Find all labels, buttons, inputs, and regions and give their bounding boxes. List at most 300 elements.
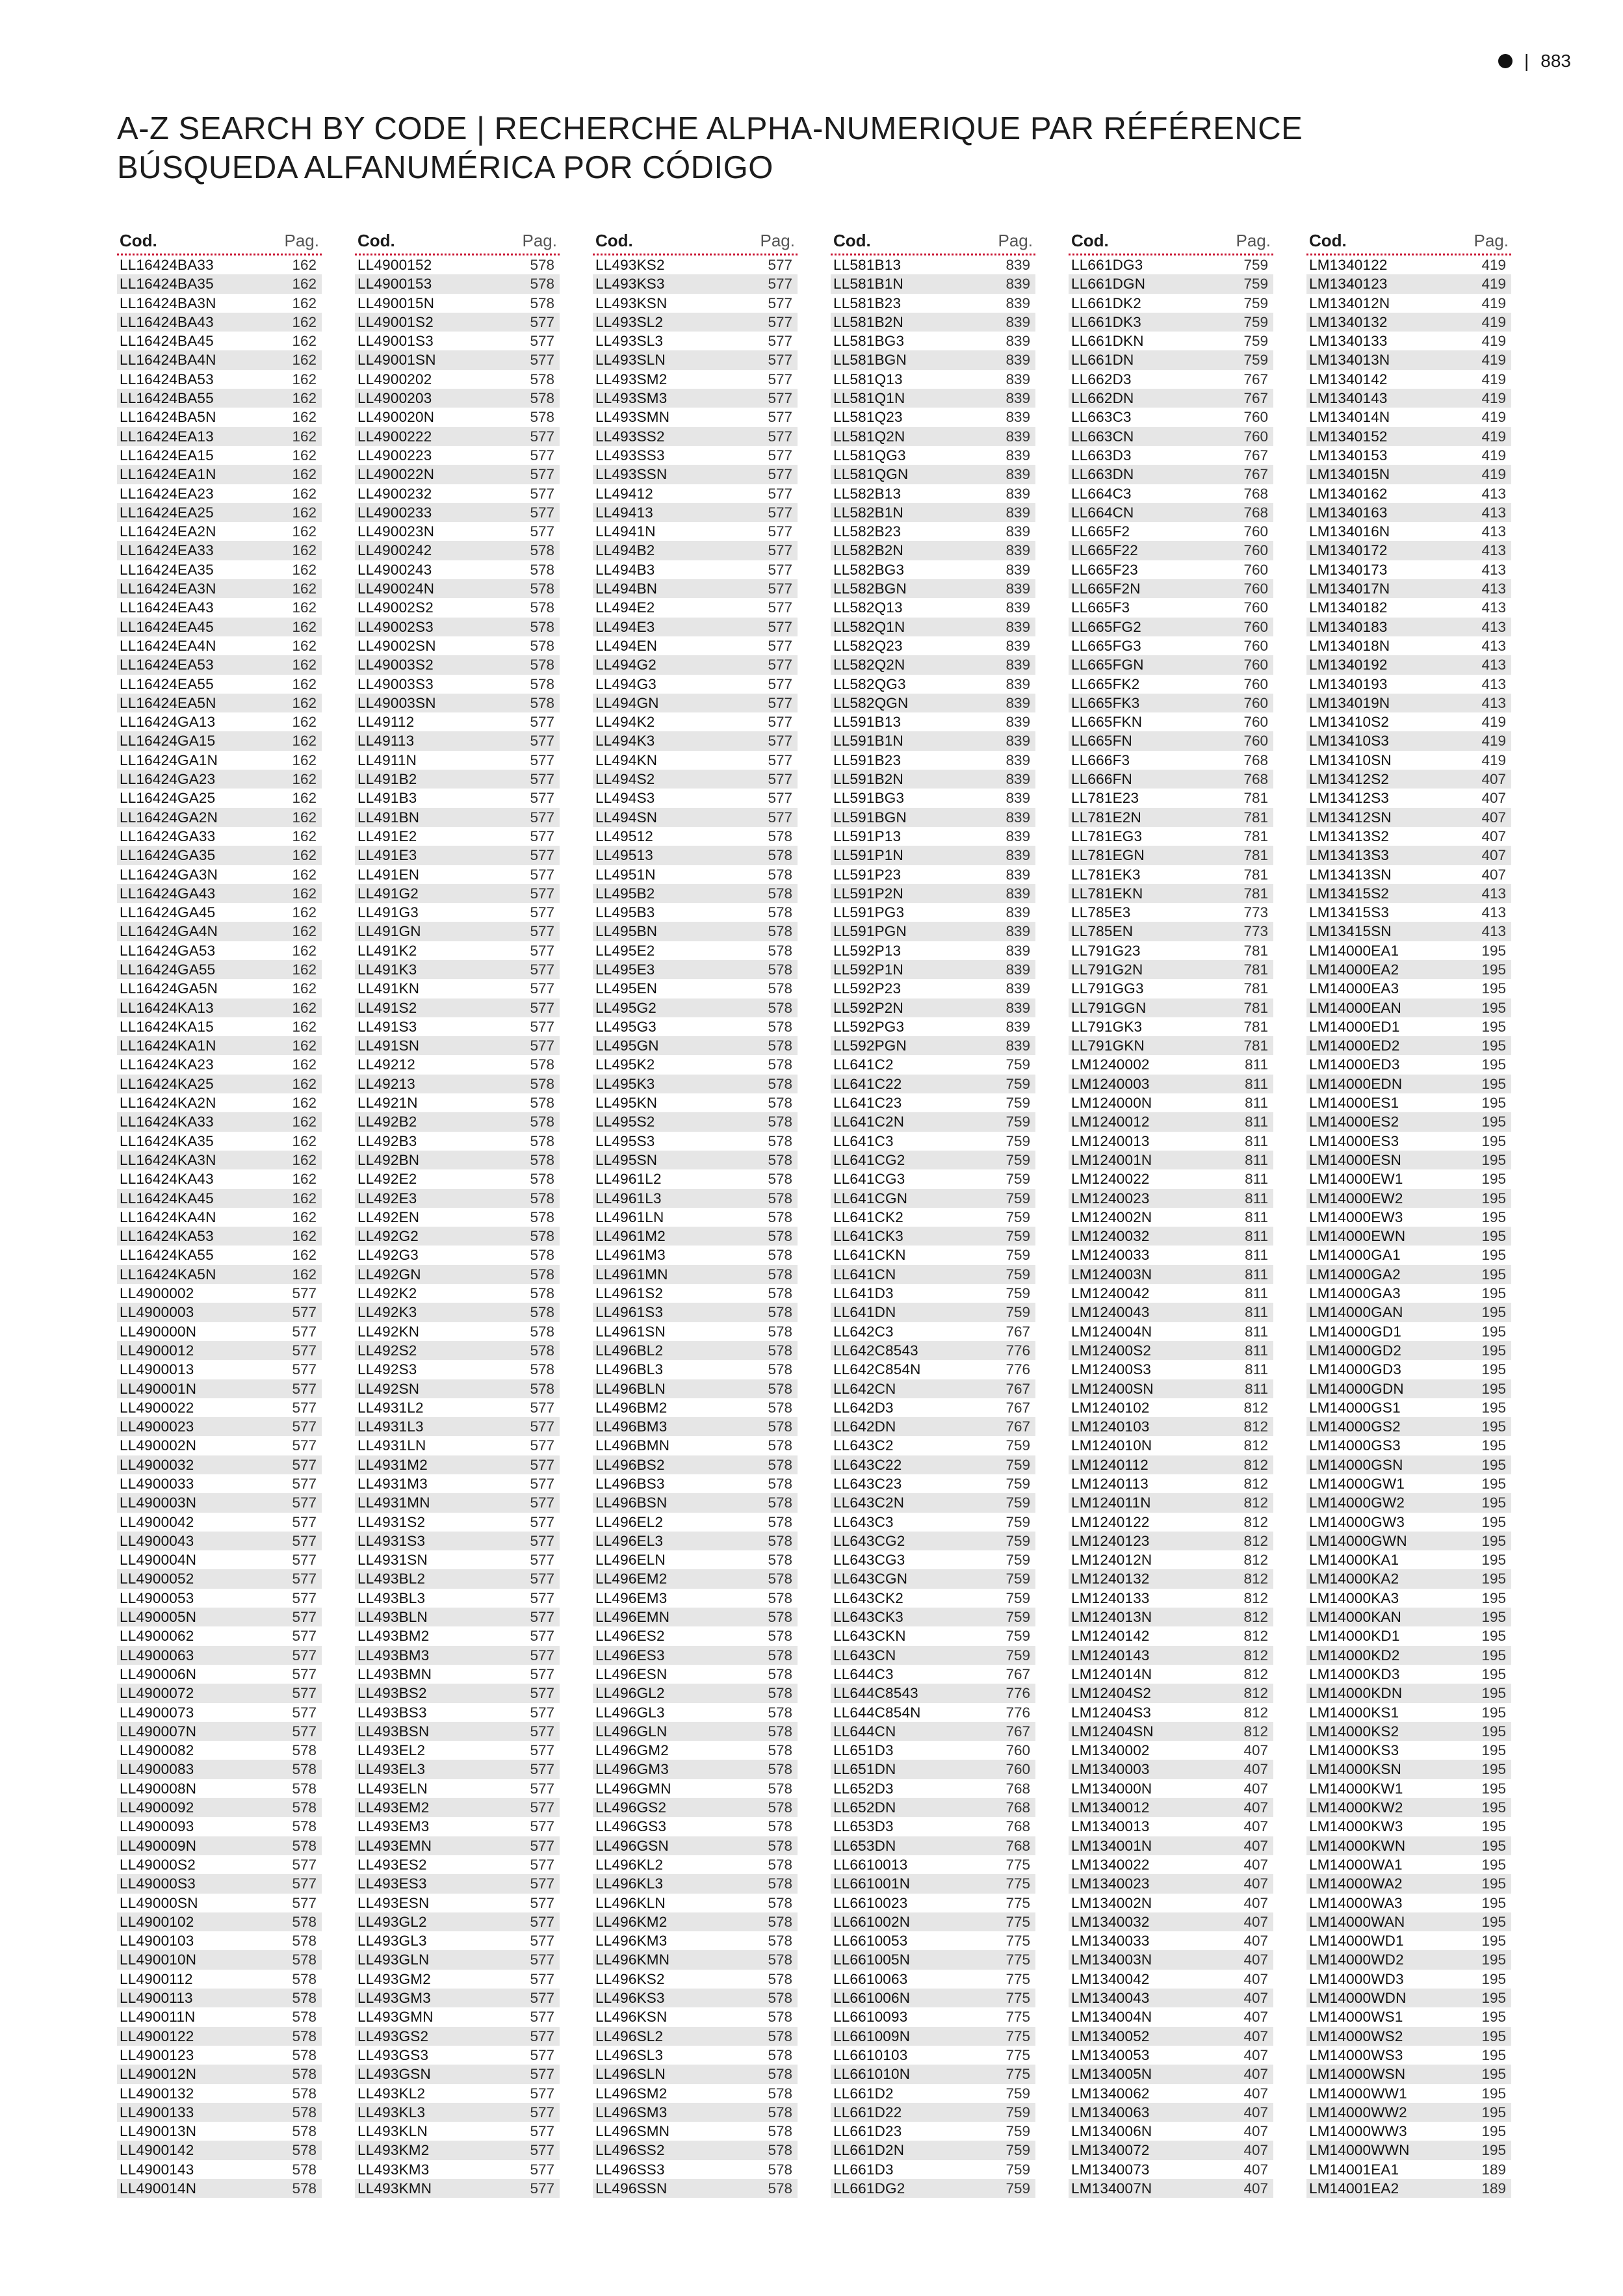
table-row [593,313,798,332]
product-code: LL493SS2 [595,428,665,445]
table-row [1069,1855,1273,1874]
page-ref: 195 [1481,1856,1506,1873]
table-row [1306,2007,1511,2026]
page-ref: 781 [1243,847,1268,864]
table-row [1069,694,1273,712]
page-ref: 577 [292,1609,317,1626]
product-code: LL582QGN [833,694,909,711]
table-row [831,827,1035,846]
table-row [1069,789,1273,807]
product-code: LL493BS3 [357,1704,427,1721]
page-ref: 767 [1243,466,1268,483]
product-code: LM14000ES1 [1309,1095,1399,1112]
page-ref: 578 [768,1247,792,1264]
page-ref: 775 [1006,1856,1030,1873]
table-row [593,2065,798,2083]
page-ref: 577 [768,675,792,692]
product-code: LL496GM2 [595,1742,669,1759]
table-row [355,1284,560,1303]
product-code: LL493BM2 [357,1628,430,1645]
product-code: LL643CKN [833,1628,906,1645]
table-row [1069,1931,1273,1950]
table-row [1306,1608,1511,1626]
table-row [117,960,322,979]
page-ref: 768 [1006,1799,1030,1816]
table-row [1069,274,1273,293]
page-ref: 162 [292,733,317,750]
page-ref: 759 [1006,1589,1030,1606]
product-code: LL4911N [357,751,417,768]
table-row [1306,1741,1511,1760]
page-ref: 578 [530,371,554,387]
table-row [1306,1227,1511,1246]
product-code: LL4900043 [120,1532,194,1549]
product-code: LM1340142 [1309,371,1388,387]
table-row [593,1398,798,1417]
table-row [355,1626,560,1645]
table-row [355,903,560,922]
table-row [1069,1075,1273,1093]
product-code: LL642D3 [833,1399,894,1416]
table-row [1069,636,1273,655]
table-row [1306,2122,1511,2141]
table-row [1306,2027,1511,2046]
page-ref: 577 [530,1647,554,1663]
product-code: LL490015N [357,294,435,311]
product-code: LL581Q1N [833,390,905,407]
product-code: LM14000GD2 [1309,1342,1402,1359]
page-ref: 839 [1006,313,1030,330]
product-code: LM14000WAN [1309,1913,1405,1930]
product-code: LM134014N [1309,409,1390,426]
product-code: LL493KS2 [595,257,665,273]
table-row [355,1151,560,1169]
product-code: LL495E2 [595,942,655,959]
product-code: LL4961L2 [595,1171,662,1188]
page-ref: 195 [1481,1228,1506,1245]
product-code: LL494G2 [595,657,656,673]
product-code: LL496SS3 [595,2161,665,2178]
page-ref: 419 [1481,751,1506,768]
product-code: LL4900123 [120,2046,194,2063]
page-ref: 578 [768,2123,792,2140]
product-code: LL591B13 [833,714,902,731]
product-code: LM124004N [1071,1323,1152,1340]
table-row [831,1132,1035,1151]
product-code: LL16424GA55 [120,961,216,978]
product-code: LM1340153 [1309,447,1388,463]
table-row [831,274,1035,293]
table-row [1306,903,1511,922]
product-code: LL781EK3 [1071,866,1141,883]
page-ref: 162 [292,904,317,921]
page-ref: 839 [1006,447,1030,463]
product-code: LM134005N [1071,2066,1152,2083]
page-ref: 162 [292,1228,317,1245]
product-code: LL4900003 [120,1304,194,1321]
product-code: LL16424KA45 [120,1190,214,1207]
product-code: LL643C23 [833,1476,902,1492]
product-code: LM12400S2 [1071,1342,1152,1359]
table-row [1069,1303,1273,1322]
table-row [117,1055,322,1074]
product-code: LL496ES3 [595,1647,665,1663]
page-ref: 577 [530,790,554,807]
table-row [831,1836,1035,1855]
table-row [355,1513,560,1532]
product-code: LM13413SN [1309,866,1392,883]
product-code: LM13415S2 [1309,885,1390,902]
product-code: LL641C22 [833,1075,902,1092]
table-row [831,560,1035,579]
page-ref: 195 [1481,1761,1506,1778]
page-ref: 577 [530,1418,554,1435]
page-ref: 760 [1006,1742,1030,1759]
table-row [831,255,1035,274]
table-row [1306,1379,1511,1398]
page-ref: 578 [292,1913,317,1930]
table-row [1306,1169,1511,1188]
page-ref: 189 [1481,2180,1506,2197]
product-code: LL496BL2 [595,1342,664,1359]
table-row [117,675,322,694]
table-row [1069,1513,1273,1532]
product-code: LL491G2 [357,885,419,902]
table-row [117,1894,322,1912]
table-row [355,1855,560,1874]
product-code: LL16424GA23 [120,771,216,788]
page-ref: 578 [768,961,792,978]
table-row [117,1798,322,1817]
product-code: LL592P1N [833,961,903,978]
product-code: LL16424BA3N [120,294,216,311]
product-code: LL582B13 [833,485,902,502]
product-code: LL16424GA2N [120,809,218,826]
table-row [1306,2160,1511,2179]
page-ref: 407 [1243,2066,1268,2083]
product-code: LM14000KS3 [1309,1742,1399,1759]
page-ref: 577 [530,1723,554,1740]
table-row [117,2141,322,2159]
product-code: LM1240143 [1071,1647,1150,1663]
product-code: LL49000S3 [120,1875,196,1892]
table-row [117,1265,322,1284]
product-code: LL490009N [120,1837,197,1854]
page-ref: 162 [292,923,317,940]
table-row [1306,618,1511,636]
page-ref: 759 [1243,333,1268,350]
table-row [831,1017,1035,1036]
table-row [117,1093,322,1112]
page-ref: 578 [768,999,792,1016]
product-code: LL496KSN [595,2009,668,2026]
page-ref: 407 [1243,1761,1268,1778]
page-ref: 195 [1481,1266,1506,1283]
page-ref: 578 [768,923,792,940]
table-row [1069,1455,1273,1474]
product-code: LL665FG2 [1071,618,1141,635]
table-row [1069,655,1273,674]
page-ref: 577 [768,733,792,750]
page-ref: 577 [530,352,554,369]
page-ref: 839 [1006,466,1030,483]
page-ref: 839 [1006,751,1030,768]
table-row [1306,979,1511,998]
page-ref: 759 [1006,1208,1030,1225]
page-ref: 781 [1243,790,1268,807]
table-row [1306,884,1511,903]
page-ref: 162 [292,1075,317,1092]
page-ref: 577 [768,561,792,578]
product-code: LL591B23 [833,751,902,768]
table-row [117,560,322,579]
table-row [831,846,1035,865]
table-row [1069,2179,1273,2198]
product-code: LL642DN [833,1418,896,1435]
product-code: LL496BM2 [595,1399,668,1416]
product-code: LL490007N [120,1723,197,1740]
table-row [1069,1246,1273,1264]
page-ref: 760 [1006,1761,1030,1778]
page-ref: 839 [1006,333,1030,350]
page-ref: 162 [292,1171,317,1188]
table-row [355,1836,560,1855]
column-header [593,228,798,255]
page-ref: 578 [292,1761,317,1778]
table-row [117,274,322,293]
page-ref: 759 [1006,1132,1030,1149]
page-ref: 577 [768,352,792,369]
table-row [1069,1093,1273,1112]
page-ref: 577 [292,1342,317,1359]
table-row [1069,808,1273,827]
product-code: LM13412SN [1309,809,1392,826]
table-row [831,1379,1035,1398]
table-row [593,332,798,350]
table-row [1069,979,1273,998]
page-ref: 760 [1243,694,1268,711]
page-ref: 578 [530,1075,554,1092]
product-code: LM14000WD1 [1309,1933,1404,1950]
page-ref: 578 [530,1056,554,1073]
table-row [355,1760,560,1779]
page-ref: 578 [768,2009,792,2026]
table-row [593,1036,798,1055]
table-row [1069,1360,1273,1379]
product-code: LM12404S3 [1071,1704,1152,1721]
page-ref: 162 [292,313,317,330]
product-code: LL661006N [833,1990,911,2007]
product-code: LL493BL2 [357,1571,426,1587]
product-code: LL494E3 [595,618,655,635]
table-row [831,1169,1035,1188]
product-code: LL492B3 [357,1132,417,1149]
page-ref: 195 [1481,1894,1506,1911]
page-ref: 811 [1245,1361,1268,1378]
table-row [593,541,798,560]
table-row [355,998,560,1017]
page-ref: 759 [1006,1552,1030,1569]
page-ref: 839 [1006,542,1030,559]
page-ref: 578 [768,1628,792,1645]
product-code: LL582Q2N [833,657,905,673]
page-header [1498,51,1571,72]
product-code: LL49002S2 [357,599,434,616]
table-row [355,1703,560,1722]
table-row [593,808,798,827]
table-row [355,350,560,369]
table-row [831,1912,1035,1931]
product-code: LL642C8543 [833,1342,918,1359]
product-code: LM14000GS2 [1309,1418,1401,1435]
product-code: LL641CGN [833,1190,908,1207]
product-code: LL652D3 [833,1780,894,1797]
page-ref: 195 [1481,1685,1506,1702]
table-row [355,2160,560,2179]
table-row [117,465,322,484]
product-code: LL490008N [120,1780,197,1797]
page-ref: 759 [1006,1114,1030,1130]
product-code: LL4900202 [357,371,432,387]
page-ref: 577 [530,1513,554,1530]
table-row [1069,2103,1273,2122]
product-code: LL496BS2 [595,1456,665,1473]
product-code: LL4900042 [120,1513,194,1530]
product-code: LL495S2 [595,1114,655,1130]
product-code: LM1240003 [1071,1075,1150,1092]
product-code: LL492B2 [357,1114,417,1130]
page-ref: 578 [768,1342,792,1359]
table-row [831,503,1035,522]
product-code: LL16424EA43 [120,599,214,616]
product-code: LL665FK2 [1071,675,1140,692]
table-row [1306,1569,1511,1588]
product-code: LL781E2N [1071,809,1141,826]
product-code: LL4900012 [120,1342,194,1359]
product-code: LM14000KA2 [1309,1571,1399,1587]
page-ref: 419 [1481,276,1506,293]
page-ref: 577 [530,1589,554,1606]
page-ref: 578 [768,1799,792,1816]
page-ref: 162 [292,294,317,311]
table-row [117,827,322,846]
page-ref: 768 [1006,1780,1030,1797]
product-code: LL493BLN [357,1609,428,1626]
page-ref: 162 [292,333,317,350]
table-row [831,1513,1035,1532]
product-code: LL496EM2 [595,1571,668,1587]
page-ref: 768 [1243,485,1268,502]
table-row [117,1684,322,1702]
table-row [117,313,322,332]
table-row [831,332,1035,350]
page-ref: 781 [1243,942,1268,959]
page-ref: 578 [530,1342,554,1359]
page-ref: 839 [1006,1037,1030,1054]
page-ref: 162 [292,1266,317,1283]
table-row [831,712,1035,731]
page-ref: 577 [768,542,792,559]
product-code: LL641CG2 [833,1151,905,1168]
product-code: LL49002SN [357,637,436,654]
page-ref: 578 [530,1132,554,1149]
page-ref: 577 [530,1875,554,1892]
product-code: LL16424GA4N [120,923,218,940]
page-ref: 195 [1481,1552,1506,1569]
page-ref: 578 [768,1208,792,1225]
product-code: LL582Q23 [833,637,903,654]
table-row [1306,1855,1511,1874]
product-code: LL496KM3 [595,1933,668,1950]
table-row [355,1169,560,1188]
product-code: LL4900032 [120,1456,194,1473]
page-ref: 767 [1006,1399,1030,1416]
product-code: LM14000GWN [1309,1532,1407,1549]
product-code: LM13412S2 [1309,771,1390,788]
table-row [831,446,1035,465]
product-code: LL493SL2 [595,313,664,330]
product-code: LL643CN [833,1647,896,1663]
product-code: LL16424EA45 [120,618,214,635]
product-code: LL641CK2 [833,1208,903,1225]
table-row [593,465,798,484]
page-ref: 419 [1481,390,1506,407]
product-code: LL581BG3 [833,333,905,350]
table-row [1069,1874,1273,1893]
page-ref: 162 [292,257,317,273]
page-ref: 839 [1006,485,1030,502]
table-row [355,522,560,541]
page-ref: 577 [292,1856,317,1873]
product-code: LL490002N [120,1437,197,1454]
product-code: LL644C3 [833,1665,894,1682]
page-ref: 577 [292,1875,317,1892]
product-code: LM14000GS3 [1309,1437,1401,1454]
product-code: LM1340043 [1071,1990,1150,2007]
product-code: LM12404SN [1071,1723,1154,1740]
table-row [117,1722,322,1741]
table-row [593,427,798,446]
product-code: LL496BLN [595,1380,666,1397]
product-code: LM1340013 [1071,1818,1150,1835]
product-code: LL496KMN [595,1951,670,1968]
page-ref: 578 [768,1552,792,1569]
page-ref: 577 [292,1723,317,1740]
product-code: LL494S2 [595,771,655,788]
page-ref: 578 [768,1856,792,1873]
product-code: LL491BN [357,809,420,826]
table-row [593,675,798,694]
index-column-6 [1306,228,1511,2198]
product-code: LM134012N [1309,294,1390,311]
page-ref: 577 [768,294,792,311]
table-row [1306,1646,1511,1665]
page-ref: 578 [768,1228,792,1245]
table-row [117,1341,322,1360]
page-ref: 195 [1481,1933,1506,1950]
page-ref: 162 [292,790,317,807]
page-ref: 162 [292,1018,317,1035]
table-row [355,979,560,998]
page-ref: 578 [768,1513,792,1530]
product-code: LL494BN [595,581,658,597]
product-code: LM134018N [1309,637,1390,654]
table-row [1069,2122,1273,2141]
page-ref: 162 [292,675,317,692]
page-ref: 578 [768,1933,792,1950]
table-row [355,1989,560,2007]
table-row [117,1379,322,1398]
